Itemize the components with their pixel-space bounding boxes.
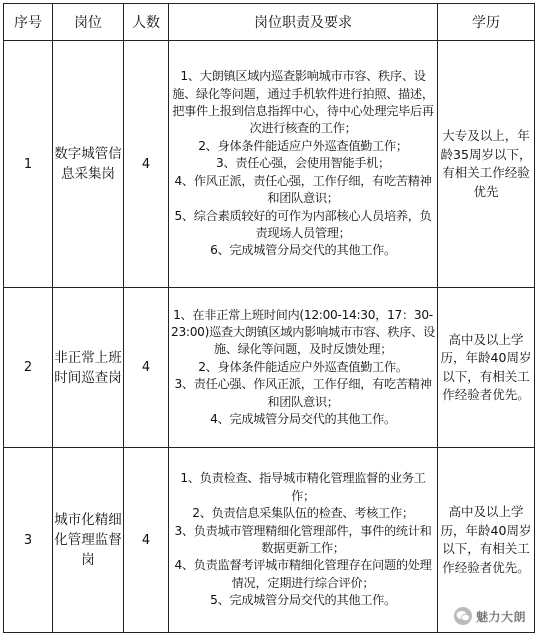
headcount: 4 (124, 448, 169, 633)
duty-item: 4、作风正派，责任心强，工作仔细，有吃苦精神和团队意识； (174, 173, 432, 206)
headcount: 4 (124, 41, 169, 288)
header-education: 学历 (438, 4, 535, 41)
education-requirement: 高中及以上学历，年龄40周岁以下，有相关工作经验者优先。 (438, 288, 535, 448)
duty-item: 2、身体条件能适应户外巡查值勤工作。 (198, 359, 408, 374)
duty-item: 3、负责城市管理精细化管理部件，事件的统计和数据更新工作； (174, 523, 432, 555)
duty-item: 4、完成城管分局交代的其他工作。 (210, 412, 396, 427)
wechat-icon (454, 607, 472, 625)
duty-item: 4、负责监督考评城市精细化管理存在问题的处理情况，定期进行综合评价； (174, 558, 432, 590)
duties-cell (169, 448, 438, 633)
watermark (450, 605, 530, 627)
post-name: 非正常上班时间巡查岗 (53, 288, 124, 448)
duty-item: 3、责任心强、作风正派，工作仔细，有吃苦精神和团队意识； (174, 377, 432, 409)
duties-cell (169, 288, 438, 448)
duty-item: 2、负责信息采集队伍的检查、考核工作； (192, 506, 414, 521)
duties-cell (169, 41, 438, 288)
education-requirement: 大专及以上，年龄35周岁以下，有相关工作经验优先 (438, 41, 535, 288)
table-row (4, 288, 535, 448)
duty-item: 1、在非正常上班时间内(12:00-14:30，17：30-23:00)巡查大朗镇区域内影响城市市容、秩序、设施、绿化等问题，及时反馈处理； (171, 307, 435, 357)
header-count: 人数 (124, 4, 169, 41)
duty-item: 1、负责检查、指导城市精化管理监督的业务工作； (180, 471, 426, 503)
watermark-text: 魅力大朗 (475, 609, 526, 624)
post-name: 城市化精细化管理监督岗 (53, 448, 124, 633)
table-row (4, 41, 535, 288)
header-duties: 岗位职责及要求 (169, 4, 438, 41)
headcount: 4 (124, 288, 169, 448)
row-number: 2 (4, 288, 53, 448)
education-requirement: 高中及以上学历，年龄40周岁以下，有相关工作经验者优先。 (438, 448, 535, 633)
post-name: 数字城管信息采集岗 (53, 41, 124, 288)
job-table (3, 3, 535, 633)
header-post: 岗位 (53, 4, 124, 41)
duty-item: 2、身体条件能适应户外巡查值勤工作； (198, 138, 408, 153)
header-no: 序号 (4, 4, 53, 41)
row-number: 3 (4, 448, 53, 633)
table-header-row (4, 4, 535, 41)
row-number: 1 (4, 41, 53, 288)
duty-item: 5、综合素质较好的可作为内部核心人员培养，负责现场人员管理； (174, 208, 432, 240)
duty-item: 6、完成城管分局交代的其他工作。 (210, 243, 396, 258)
duty-item: 1、大朗镇区域内巡查影响城市市容、秩序、设施、绿化等问题，通过手机软件进行拍照、描述，把事件上报到信息指挥中心，待中心处理完毕后再次进行核查的工作； (172, 69, 434, 136)
duty-item: 3、责任心强，会使用智能手机； (216, 156, 390, 171)
duty-item: 5、完成城管分局交代的其他工作。 (210, 593, 396, 608)
